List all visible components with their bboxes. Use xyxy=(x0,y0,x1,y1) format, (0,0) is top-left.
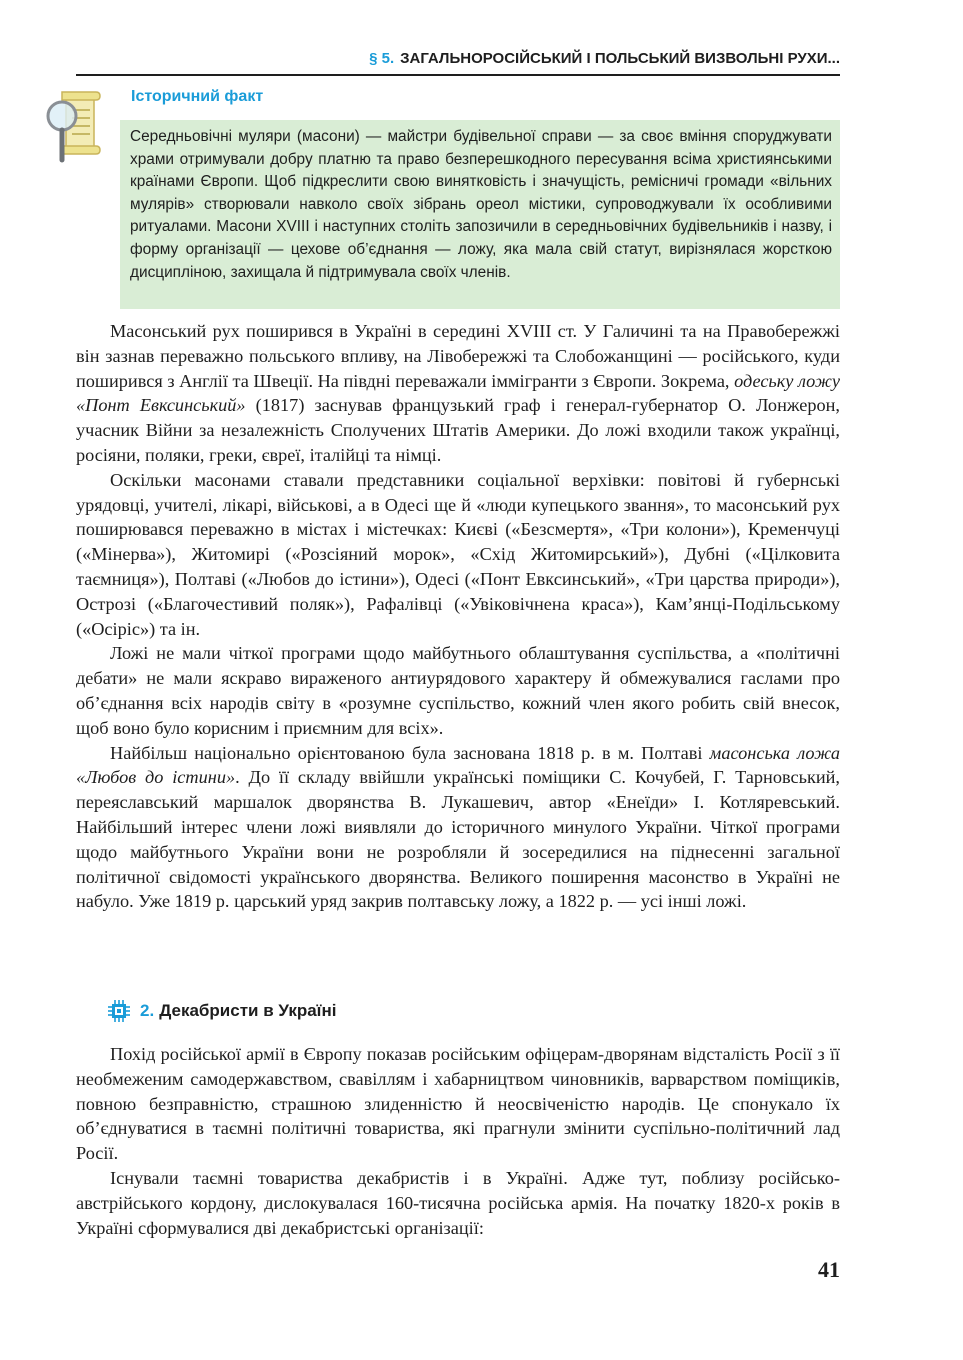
running-header xyxy=(76,42,840,76)
header-section-number: § 5. xyxy=(369,50,395,67)
paragraph: Найбільш національно орієнтованою була заснована 1818 р. в м. Полтаві масонська ложа «Любов до істини». До її складу ввійшли українські поміщики С. Кочубей, Г. Тарновський, переяславський маршалок дворянства В. Лукашевич, автор «Енеїди» І. Котляревський. Найбільший інтерес члени ложі виявляли до історичного минулого України. Чіткої програми щодо майбутнього України вони не розробляли й зосередилися на піднесенні загальної політичної свідомості українського дворянства. Великого поширення масонство в Україні не набуло. Уже 1819 р. царський уряд закрив полтавську ложу, а 1822 р. — усі інші ложі. xyxy=(76,742,840,912)
section-title: Декабристи в Україні xyxy=(159,1001,337,1020)
paragraph: Похід російської армії в Європу показав російським офіцерам-дворянам відсталість Росії з її необмеженим самодержавством, свавіллям і хабарництвом чиновників, варварством поміщиків, повною безправністю, страшною злиденністю й неосвіченістю народів. Це спонукало їх об’єднуватися в таємні політичні товариства, які прагнули змінити суспільно-політичний лад Росії. xyxy=(76,1044,840,1164)
page-number: 41 xyxy=(818,1257,840,1282)
paragraph: Оскільки масонами ставали представники соціальної верхівки: повітові й губернські урядовці, учителі, лікарі, військові, а в Одесі ще й «люди купецького звання», то масонський рух поширювався переважно в містах і містечках: Києві («Безсмертя», «Три колони»), Кременчуці («Мінерва»), Житомирі («Розсіяний морок», «Схід Житомирський»), Дубні («Цілковита таємниця»), Полтаві («Любов до істини»), Одесі («Понт Евксинський», «Три царства природи»), Острозі («Благочестивий поляк»), Рафалівці («Увіковічнена краса»), Кам’янці-Подільському («Осіріс») та ін. xyxy=(76,469,840,639)
header-title: ЗАГАЛЬНОРОСІЙСЬКИЙ І ПОЛЬСЬКИЙ ВИЗВОЛЬНІ РУХИ... xyxy=(400,50,840,67)
magnifier-scroll-icon xyxy=(44,86,104,166)
fact-title: Історичний факт xyxy=(131,88,264,105)
section-heading xyxy=(108,997,336,1025)
paragraph: Існували таємні товариства декабристів і в Україні. Адже тут, поблизу російсько-австрійського кордону, дислокувалася 160-тисячна російська армія. На початку 1820-х років в Україні сформувалися дві декабристські організації: xyxy=(76,1167,840,1238)
section-chip-icon xyxy=(108,1000,130,1022)
main-text xyxy=(76,319,840,914)
paragraph: Ложі не мали чіткої програми щодо майбутнього облаштування суспільства, а «політичні дебати» не мали яскраво вираженого антиурядового характеру й обмежувалися гаслами про об’єднання всіх народів світу в «розумне суспільство, кожний член якого робить свій внесок, щоб воно було корисним і приємним для всіх». xyxy=(76,643,840,738)
emphasis: одеську ложу «Понт Евксинський» xyxy=(76,370,840,416)
paragraph: Масонський рух поширився в Україні в середині XVIII ст. У Галичині та на Правобережжі він зазнав переважно польського впливу, на Лівобережжі та Слобожанщині — російського, куди поширився з Англії та Швеції. На півдні переважали іммігранти з Європи. Зокрема, одеську ложу «Понт Евксинський» (1817) заснував французький граф і генерал-губернатор О. Лонжерон, учасник Війни за незалежність Сполучених Штатів Америки. До ложі входили також українці, росіяни, поляки, греки, євреї, італійці та німці. xyxy=(76,321,840,465)
section-number: 2. xyxy=(140,1001,155,1020)
fact-text: Середньовічні муляри (масони) — майстри будівельної справи — за своє вміння споруджувати храми отримували добру платню та право безперешкодного пересування всіма християнськими країнами Європи. Щоб підкреслити свою винятковість і значущість, ремісничі громади «вільних мулярів» створювали навколо своїх зібрань ореол містики, супроводжували їх особливими ритуалами. Масони XVIII і наступних століть запозичили в середньовічних будівельників і назву, і форму організації — цехове об’єднання — ложу, яка мала свій статут, вирізнялася жорсткою дисципліною, захищала й підтримувала своїх членів. xyxy=(130,128,832,281)
emphasis: масонська ложа «Любов до істини» xyxy=(76,742,840,788)
historical-fact-box xyxy=(120,120,840,309)
section-text xyxy=(76,1042,840,1240)
